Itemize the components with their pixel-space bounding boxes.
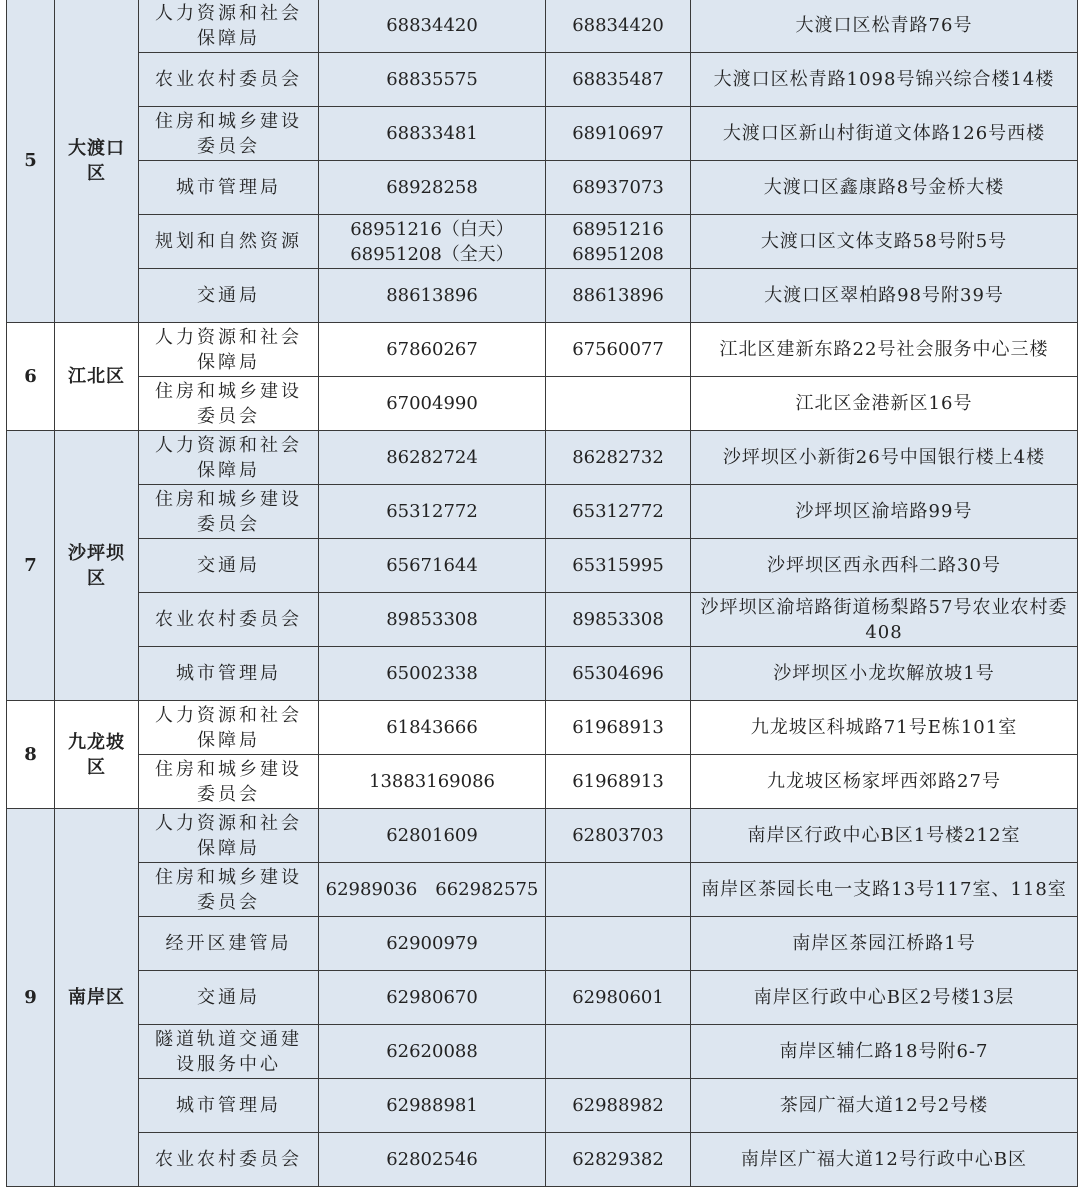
district-number: 6 xyxy=(7,323,55,431)
phone-number: 68833481 xyxy=(386,123,478,144)
phone-primary xyxy=(319,701,546,755)
phone-number: 67860267 xyxy=(386,339,478,360)
department-name: 经开区建管局 xyxy=(139,917,319,971)
district-number: 5 xyxy=(7,0,55,323)
district-name: 大渡口区 xyxy=(55,0,139,323)
address: 沙坪坝区小新街26号中国银行楼上4楼 xyxy=(691,431,1078,485)
department-name: 规划和自然资源 xyxy=(139,215,319,269)
phone-primary xyxy=(319,323,546,377)
phone-primary xyxy=(319,863,546,917)
department-name: 交通局 xyxy=(139,539,319,593)
address: 南岸区辅仁路18号附6-7 xyxy=(691,1025,1078,1079)
phone-number: 62980670 xyxy=(386,987,478,1008)
table-row xyxy=(7,161,1078,215)
phone-primary xyxy=(319,593,546,647)
phone-number: 61968913 xyxy=(572,771,664,792)
table-row xyxy=(7,269,1078,323)
phone-number: 89853308 xyxy=(386,609,478,630)
department-name: 住房和城乡建设委员会 xyxy=(139,863,319,917)
phone-number: 62988981 xyxy=(386,1095,478,1116)
phone-secondary xyxy=(546,485,691,539)
phone-primary xyxy=(319,809,546,863)
district-number: 8 xyxy=(7,701,55,809)
department-name: 城市管理局 xyxy=(139,161,319,215)
department-name: 住房和城乡建设委员会 xyxy=(139,107,319,161)
phone-number: 62988982 xyxy=(572,1095,664,1116)
department-name: 交通局 xyxy=(139,971,319,1025)
address: 南岸区茶园江桥路1号 xyxy=(691,917,1078,971)
phone-number: 65315995 xyxy=(572,555,664,576)
department-name: 人力资源和社会保障局 xyxy=(139,809,319,863)
phone-secondary xyxy=(546,323,691,377)
phone-secondary xyxy=(546,107,691,161)
district-name: 九龙坡区 xyxy=(55,701,139,809)
phone-secondary xyxy=(546,0,691,53)
table-row xyxy=(7,809,1078,863)
table-row xyxy=(7,701,1078,755)
phone-number: 13883169086 xyxy=(369,771,495,792)
table-row xyxy=(7,377,1078,431)
phone-secondary xyxy=(546,377,691,431)
phone-secondary xyxy=(546,701,691,755)
table-row xyxy=(7,215,1078,269)
address: 江北区金港新区16号 xyxy=(691,377,1078,431)
department-name: 人力资源和社会保障局 xyxy=(139,701,319,755)
phone-primary xyxy=(319,485,546,539)
address: 南岸区行政中心B区2号楼13层 xyxy=(691,971,1078,1025)
phone-number: 65002338 xyxy=(386,663,478,684)
phone-primary xyxy=(319,1025,546,1079)
department-name: 农业农村委员会 xyxy=(139,53,319,107)
address: 大渡口区翠柏路98号附39号 xyxy=(691,269,1078,323)
phone-primary xyxy=(319,377,546,431)
phone-number: 61843666 xyxy=(386,717,478,738)
department-name: 人力资源和社会保障局 xyxy=(139,323,319,377)
address: 九龙坡区科城路71号E栋101室 xyxy=(691,701,1078,755)
department-name: 农业农村委员会 xyxy=(139,593,319,647)
phone-primary xyxy=(319,971,546,1025)
phone-number: 62620088 xyxy=(386,1041,478,1062)
phone-primary xyxy=(319,1079,546,1133)
phone-number: 62989036 662982575 xyxy=(325,879,539,900)
phone-secondary xyxy=(546,161,691,215)
phone-number: 68928258 xyxy=(386,177,478,198)
phone-number: 62900979 xyxy=(386,933,478,954)
contact-table xyxy=(6,0,1078,1187)
phone-number: 62980601 xyxy=(572,987,664,1008)
address: 大渡口区松青路1098号锦兴综合楼14楼 xyxy=(691,53,1078,107)
department-name: 城市管理局 xyxy=(139,647,319,701)
address: 九龙坡区杨家坪西郊路27号 xyxy=(691,755,1078,809)
department-name: 住房和城乡建设委员会 xyxy=(139,755,319,809)
phone-number: 67560077 xyxy=(572,339,664,360)
table-row xyxy=(7,485,1078,539)
phone-primary xyxy=(319,431,546,485)
phone-secondary xyxy=(546,269,691,323)
table-row xyxy=(7,593,1078,647)
address: 沙坪坝区渝培路街道杨梨路57号农业农村委408 xyxy=(691,593,1078,647)
phone-number: 65304696 xyxy=(572,663,664,684)
table-row xyxy=(7,539,1078,593)
phone-primary xyxy=(319,0,546,53)
phone-secondary xyxy=(546,755,691,809)
phone-number: 86282732 xyxy=(572,447,664,468)
district-name: 江北区 xyxy=(55,323,139,431)
phone-secondary xyxy=(546,971,691,1025)
phone-secondary xyxy=(546,1079,691,1133)
phone-primary xyxy=(319,755,546,809)
phone-secondary xyxy=(546,593,691,647)
phone-secondary xyxy=(546,431,691,485)
phone-number: 68937073 xyxy=(572,177,664,198)
phone-number: 67004990 xyxy=(386,393,478,414)
address: 南岸区行政中心B区1号楼212室 xyxy=(691,809,1078,863)
department-name: 住房和城乡建设委员会 xyxy=(139,377,319,431)
table-row xyxy=(7,917,1078,971)
department-name: 人力资源和社会保障局 xyxy=(139,0,319,53)
address: 南岸区茶园长电一支路13号117室、118室 xyxy=(691,863,1078,917)
phone-number: 88613896 xyxy=(572,285,664,306)
phone-secondary xyxy=(546,1025,691,1079)
table-row xyxy=(7,107,1078,161)
phone-number: 68951216 xyxy=(572,218,664,240)
district-name: 南岸区 xyxy=(55,809,139,1187)
phone-number: 61968913 xyxy=(572,717,664,738)
department-name: 农业农村委员会 xyxy=(139,1133,319,1187)
phone-number: 68951216（白天） xyxy=(350,218,514,240)
phone-number: 89853308 xyxy=(572,609,664,630)
table-row xyxy=(7,1079,1078,1133)
phone-number: 68951208（全天） xyxy=(350,243,514,265)
phone-secondary xyxy=(546,53,691,107)
phone-primary xyxy=(319,53,546,107)
phone-number: 68910697 xyxy=(572,123,664,144)
table-row xyxy=(7,53,1078,107)
department-name: 隧道轨道交通建设服务中心 xyxy=(139,1025,319,1079)
table-row xyxy=(7,1133,1078,1187)
phone-primary xyxy=(319,269,546,323)
phone-primary xyxy=(319,647,546,701)
phone-number: 65312772 xyxy=(572,501,664,522)
phone-number: 68835575 xyxy=(386,69,478,90)
phone-secondary xyxy=(546,215,691,269)
department-name: 人力资源和社会保障局 xyxy=(139,431,319,485)
district-number: 7 xyxy=(7,431,55,701)
department-name: 交通局 xyxy=(139,269,319,323)
phone-secondary xyxy=(546,863,691,917)
address: 沙坪坝区渝培路99号 xyxy=(691,485,1078,539)
address: 大渡口区文体支路58号附5号 xyxy=(691,215,1078,269)
address: 南岸区广福大道12号行政中心B区 xyxy=(691,1133,1078,1187)
phone-secondary xyxy=(546,917,691,971)
phone-number: 65312772 xyxy=(386,501,478,522)
phone-number: 68834420 xyxy=(572,15,664,36)
address: 大渡口区鑫康路8号金桥大楼 xyxy=(691,161,1078,215)
table-row xyxy=(7,755,1078,809)
address: 江北区建新东路22号社会服务中心三楼 xyxy=(691,323,1078,377)
table-row xyxy=(7,323,1078,377)
phone-number: 62802546 xyxy=(386,1149,478,1170)
phone-primary xyxy=(319,539,546,593)
address: 茶园广福大道12号2号楼 xyxy=(691,1079,1078,1133)
phone-secondary xyxy=(546,1133,691,1187)
department-name: 住房和城乡建设委员会 xyxy=(139,485,319,539)
address: 沙坪坝区小龙坎解放坡1号 xyxy=(691,647,1078,701)
phone-number: 68834420 xyxy=(386,15,478,36)
phone-number: 68951208 xyxy=(572,243,664,265)
table-row xyxy=(7,863,1078,917)
phone-number: 62803703 xyxy=(572,825,664,846)
phone-secondary xyxy=(546,647,691,701)
phone-secondary xyxy=(546,809,691,863)
address: 大渡口区松青路76号 xyxy=(691,0,1078,53)
phone-number: 88613896 xyxy=(386,285,478,306)
district-name: 沙坪坝区 xyxy=(55,431,139,701)
phone-primary xyxy=(319,917,546,971)
phone-secondary xyxy=(546,539,691,593)
phone-primary xyxy=(319,215,546,269)
department-name: 城市管理局 xyxy=(139,1079,319,1133)
phone-primary xyxy=(319,1133,546,1187)
phone-number: 86282724 xyxy=(386,447,478,468)
phone-primary xyxy=(319,107,546,161)
table-row xyxy=(7,1025,1078,1079)
phone-primary xyxy=(319,161,546,215)
table-row xyxy=(7,0,1078,53)
phone-number: 68835487 xyxy=(572,69,664,90)
phone-number: 62801609 xyxy=(386,825,478,846)
phone-number: 65671644 xyxy=(386,555,478,576)
address: 沙坪坝区西永西科二路30号 xyxy=(691,539,1078,593)
table-row xyxy=(7,431,1078,485)
table-row xyxy=(7,971,1078,1025)
table-row xyxy=(7,647,1078,701)
address: 大渡口区新山村街道文体路126号西楼 xyxy=(691,107,1078,161)
district-number: 9 xyxy=(7,809,55,1187)
phone-number: 62829382 xyxy=(572,1149,664,1170)
